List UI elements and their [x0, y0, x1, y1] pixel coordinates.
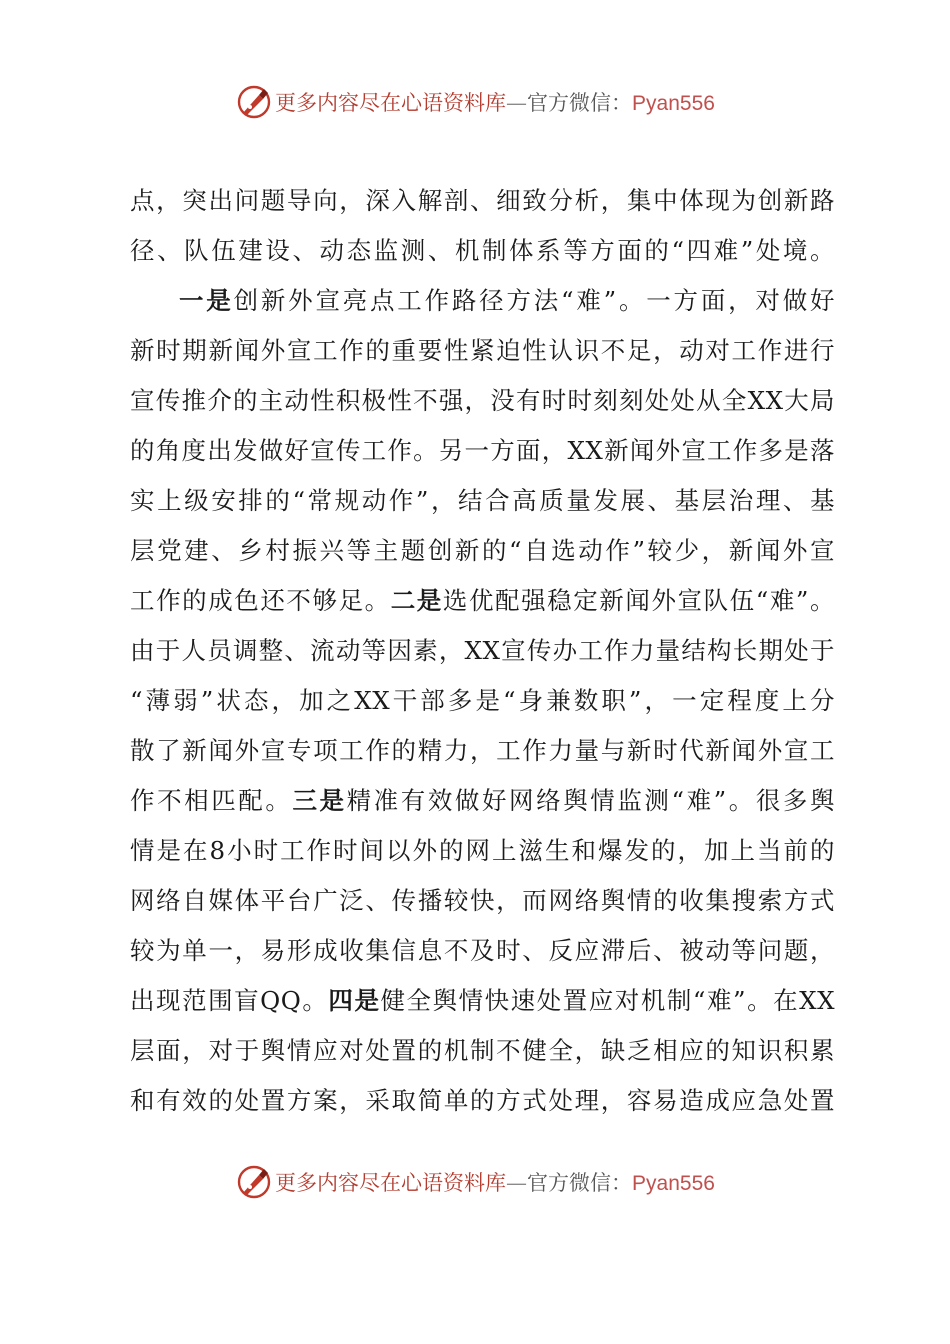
- text-segment: 实上级安排的“常规动作”，结合高质量发展、基层治理、基: [130, 486, 835, 515]
- text-line: [130, 876, 835, 926]
- document-body: [130, 176, 835, 1126]
- text-line: [130, 1076, 835, 1126]
- text-segment: 由于人员调整、流动等因素，XX宣传办工作力量结构长期处于: [130, 636, 835, 665]
- text-line: [130, 476, 835, 526]
- text-segment: 作不相匹配。: [130, 786, 293, 815]
- text-line: [130, 726, 835, 776]
- text-segment: 点，突出问题导向，深入解剖、细致分析，集中体现为创新路: [130, 186, 835, 215]
- text-segment: 较为单一，易形成收集信息不及时、反应滞后、被动等问题，: [130, 936, 835, 965]
- pen-nib-logo-icon: [235, 1163, 273, 1201]
- text-line: [130, 926, 835, 976]
- bold-lead-label: 一是: [179, 286, 234, 315]
- text-segment: 选优配强稳定新闻外宣队伍“难”。: [442, 586, 836, 615]
- text-line: [130, 176, 835, 226]
- text-line: [130, 226, 835, 276]
- text-segment: 宣传推介的主动性积极性不强，没有时时刻刻处处从全XX大局: [130, 386, 835, 415]
- text-segment: 散了新闻外宣专项工作的精力，工作力量与新时代新闻外宣工: [130, 736, 835, 765]
- text-line: [130, 776, 835, 826]
- banner-dash: —: [506, 1171, 528, 1195]
- banner-site-name: 更多内容尽在心语资料库: [275, 1171, 507, 1195]
- text-segment: 新时期新闻外宣工作的重要性紧迫性认识不足，动对工作进行: [130, 336, 835, 365]
- text-line: [130, 826, 835, 876]
- header-banner: [0, 82, 950, 122]
- text-segment: 层面，对于舆情应对处置的机制不健全，缺乏相应的知识积累: [130, 1036, 835, 1065]
- banner-site-name: 更多内容尽在心语资料库: [275, 91, 507, 115]
- banner-wechat-id: Pyan556: [632, 1172, 715, 1195]
- text-line: [130, 426, 835, 476]
- text-line: [130, 276, 835, 326]
- text-line: [130, 676, 835, 726]
- text-segment: 和有效的处置方案，采取简单的方式处理，容易造成应急处置: [130, 1086, 835, 1115]
- banner-text: [275, 87, 715, 117]
- text-segment: 情是在8小时工作时间以外的网上滋生和爆发的，加上当前的: [130, 836, 835, 865]
- banner-wechat-label: 官方微信：: [527, 91, 633, 115]
- bold-lead-label: 三是: [292, 786, 347, 815]
- text-segment: 健全舆情快速处置应对机制“难”。在XX: [380, 986, 836, 1015]
- banner-wechat-label: 官方微信：: [527, 1171, 633, 1195]
- text-segment: 精准有效做好网络舆情监测“难”。很多舆: [346, 786, 835, 815]
- text-line: [130, 976, 835, 1026]
- text-segment: 网络自媒体平台广泛、传播较快，而网络舆情的收集搜索方式: [130, 886, 835, 915]
- footer-banner: [0, 1162, 950, 1202]
- text-segment: 径、队伍建设、动态监测、机制体系等方面的“四难”处境。: [130, 236, 835, 265]
- banner-wechat-id: Pyan556: [632, 92, 715, 115]
- pen-nib-logo-icon: [235, 83, 273, 121]
- text-segment: 层党建、乡村振兴等主题创新的“自选动作”较少，新闻外宣: [130, 536, 835, 565]
- text-segment: 创新外宣亮点工作路径方法“难”。一方面，对做好: [233, 286, 835, 315]
- text-line: [130, 376, 835, 426]
- text-line: [130, 526, 835, 576]
- banner-dash: —: [506, 91, 528, 115]
- text-line: [130, 626, 835, 676]
- text-segment: 的角度出发做好宣传工作。另一方面，XX新闻外宣工作多是落: [130, 436, 835, 465]
- text-line: [130, 576, 835, 626]
- bold-lead-label: 二是: [390, 586, 443, 615]
- bold-lead-label: 四是: [328, 986, 381, 1015]
- text-line: [130, 326, 835, 376]
- text-segment: “薄弱”状态，加之XX干部多是“身兼数职”，一定程度上分: [130, 686, 835, 715]
- banner-text: [275, 1167, 715, 1197]
- text-segment: 工作的成色还不够足。: [130, 586, 391, 615]
- text-line: [130, 1026, 835, 1076]
- text-segment: 出现范围盲QQ。: [130, 986, 329, 1015]
